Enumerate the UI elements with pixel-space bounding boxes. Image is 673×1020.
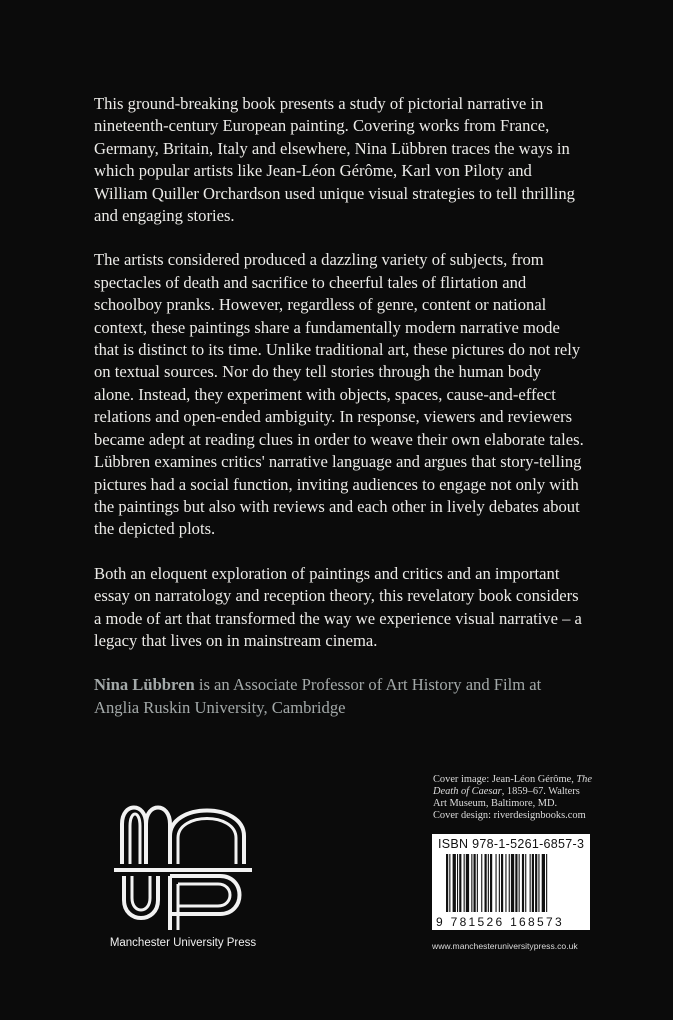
mup-monogram-logo [112, 792, 254, 934]
barcode-bar [519, 854, 520, 912]
barcode-bar [453, 854, 456, 912]
blurb-paragraph-3: Both an eloquent exploration of paintings and critics and an important essay on narratology and reception theory, this revelatory book considers a mode of art that transformed the way we experience visual narrative – a legacy that lives on in mainstream cinema. [94, 563, 582, 650]
barcode-bar [485, 854, 487, 912]
barcode-bar [525, 854, 526, 912]
author-bio [94, 674, 584, 719]
barcode-bar [532, 854, 534, 912]
isbn-label: ISBN 978-1-5261-6857-3 [438, 837, 585, 851]
cover-image-credit-prefix: Cover image: Jean-Léon Gérôme, [433, 774, 577, 785]
barcode-bar [538, 854, 539, 912]
publisher-name: Manchester University Press [109, 937, 257, 949]
barcode-bar [464, 854, 465, 912]
barcode-bar [546, 854, 547, 912]
barcode-bar [501, 854, 503, 912]
blurb-paragraph-1: This ground-breaking book presents a study of pictorial narrative in nineteenth-century European painting. Covering works from France, Germany, Britain, Italy and elsewhere, Nina Lübbren traces the ways in which popular artists like Jean-Léon Gérôme, Karl von Piloty and William Quiller Orchardson used unique visual strategies to tell thrilling and engaging stories. [94, 94, 575, 226]
barcode-bar [466, 854, 469, 912]
cover-image-title: The Death of Caesar [433, 774, 592, 797]
cover-credits [433, 774, 593, 822]
barcode-bar [499, 854, 500, 912]
back-cover-blurb [94, 93, 584, 741]
author-bio-text: is an Associate Professor of Art History and Film at Anglia Ruskin University, Cambridge [94, 675, 542, 717]
publisher-website: www.manchesteruniversitypress.co.uk [432, 941, 578, 951]
barcode-bar [471, 854, 472, 912]
barcode-digits: 9 781526 168573 [436, 915, 564, 929]
author-name: Nina Lübbren [94, 675, 195, 695]
barcode-bar [496, 854, 497, 912]
barcode-bar [530, 854, 531, 912]
barcode-bar [449, 854, 450, 912]
barcode-bar [505, 854, 506, 912]
barcode-bar [477, 854, 478, 912]
barcode-bar [515, 854, 517, 912]
barcode-bar [535, 854, 537, 912]
barcode-bar [490, 854, 492, 912]
barcode-bar [488, 854, 489, 912]
cover-design-credit: Cover design: riverdesignbooks.com [433, 810, 586, 821]
barcode-bar [542, 854, 545, 912]
cover-image-credit-suffix: , 1859–67. Walters Art Museum, Baltimore, MD. [433, 786, 580, 809]
barcode-bar [459, 854, 461, 912]
barcode-bar [481, 854, 482, 912]
barcode-bar [522, 854, 524, 912]
blurb-paragraph-2: The artists considered produced a dazzling variety of subjects, from spectacles of death and sacrifice to cheerful tales of flirtation and schoolboy pranks. However, regardless of genre, content or national context, these paintings share a fundamentally modern narrative mode that is distinct to its time. Unlike traditional art, these pictures do not rely on textual sources. Nor do they tell stories through the human body alone. Instead, they experiment with objects, spaces, cause-and-effect relations and open-ended ambiguity. In response, viewers and reviewers became adept at reading clues in order to weave their own elaborate tales. Lübbren examines critics' narrative language and argues that story-telling pictures had a social function, inviting audiences to engage not only with the paintings but also with reviews and each other in lively debates about the depicted plots. [94, 250, 584, 539]
barcode [432, 834, 590, 930]
barcode-bars [446, 854, 578, 912]
barcode-bar [457, 854, 458, 912]
barcode-bar [509, 854, 510, 912]
barcode-bar [474, 854, 476, 912]
barcode-bar [511, 854, 514, 912]
barcode-bar [446, 854, 448, 912]
